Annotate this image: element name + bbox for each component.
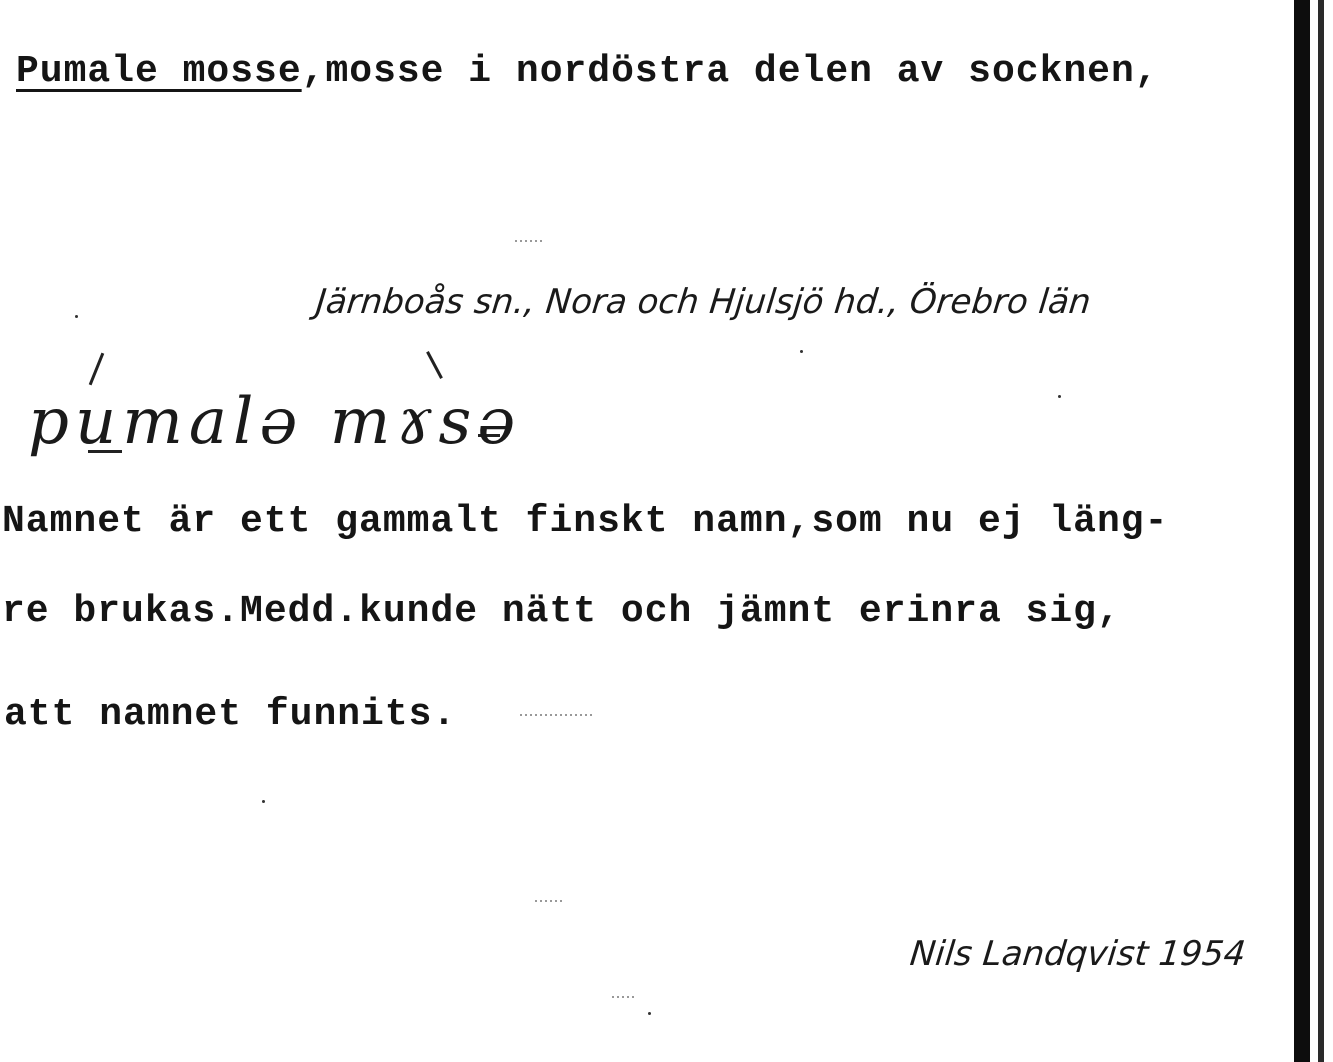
headword: Pumale mosse bbox=[16, 50, 302, 93]
body-line-2: re brukas.Medd.kunde nätt och jämnt erinra sig, bbox=[2, 590, 1121, 633]
scan-noise bbox=[515, 240, 545, 242]
scan-speck bbox=[800, 350, 803, 353]
stress-mark bbox=[89, 353, 105, 386]
location-stamp: Järnboås sn., Nora och Hjulsjö hd., Örebro län bbox=[314, 282, 1093, 322]
body-line-1: Namnet är ett gammalt finskt namn,som nu ej läng- bbox=[2, 500, 1169, 543]
scan-speck bbox=[262, 800, 265, 803]
body-line-3: att namnet funnits. bbox=[4, 693, 457, 736]
phonetic-transcription: pumalə mɤsə bbox=[28, 385, 522, 459]
headword-definition: ,mosse i nordöstra delen av socknen, bbox=[301, 50, 1159, 93]
card-edge-shadow bbox=[1294, 0, 1310, 1062]
scan-noise bbox=[535, 900, 565, 902]
scan-noise bbox=[520, 714, 595, 716]
recorder-stamp: Nils Landqvist 1954 bbox=[908, 934, 1248, 974]
headword-line bbox=[16, 50, 1159, 93]
scan-speck bbox=[1058, 395, 1061, 398]
card-edge-shadow bbox=[1318, 0, 1324, 1062]
scan-noise bbox=[612, 996, 634, 998]
stress-mark bbox=[426, 351, 443, 379]
scan-speck bbox=[648, 1012, 651, 1015]
scan-speck bbox=[75, 315, 78, 318]
